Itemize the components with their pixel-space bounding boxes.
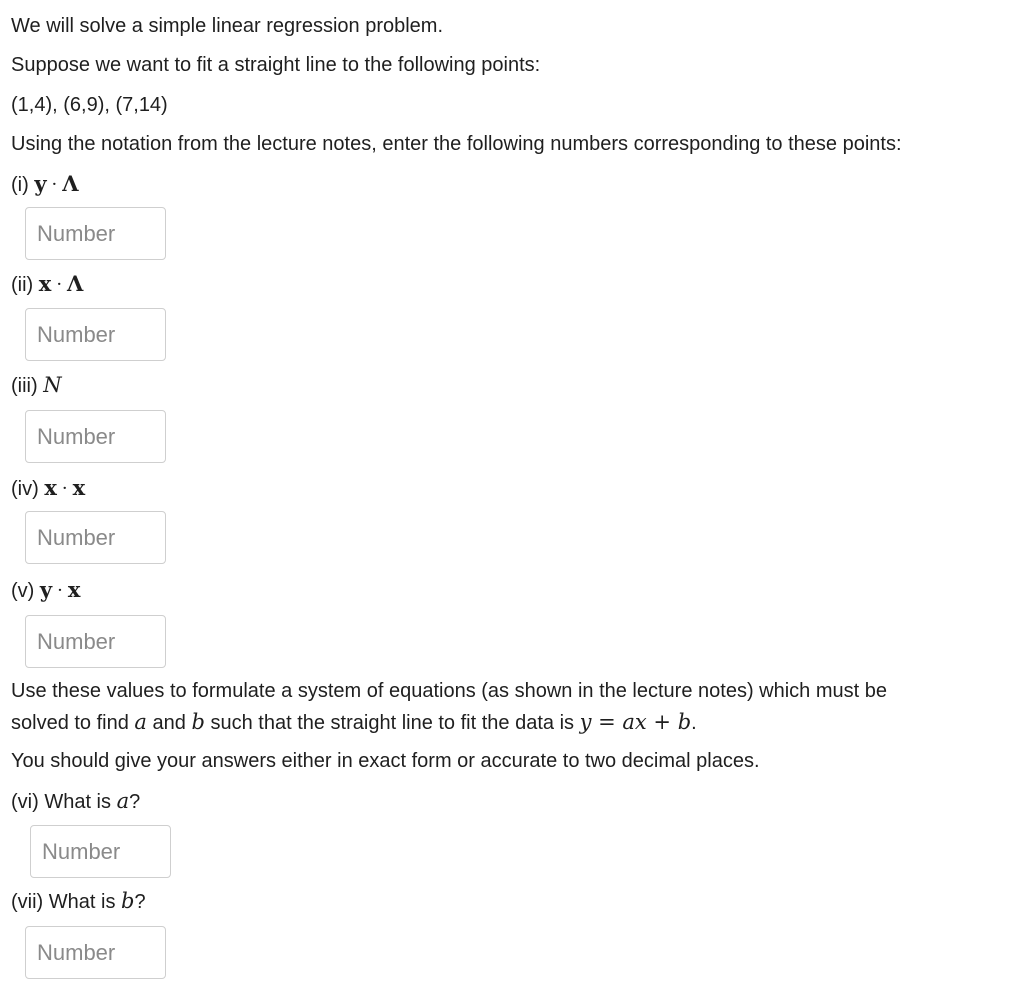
question-mark: ? (134, 891, 146, 913)
question-text: (vi) What is (11, 791, 111, 813)
answer-input-i[interactable] (25, 207, 166, 260)
answer-input-iv[interactable] (25, 511, 166, 564)
variable-a: a (134, 710, 147, 734)
answer-input-v[interactable] (25, 615, 166, 668)
vector-y: y (39, 577, 53, 602)
formulate-text-2b: such that the straight line to fit the data is (210, 712, 575, 734)
question-mark: ? (129, 791, 141, 813)
vector-x: x (38, 271, 52, 296)
formulate-period: . (691, 712, 697, 734)
question-vi-label (11, 789, 140, 814)
question-number: (i) (11, 174, 29, 196)
variable-n: N (43, 373, 62, 397)
intro-line-1: We will solve a simple linear regression problem. (11, 15, 444, 37)
question-ii-label (11, 272, 83, 298)
answer-input-ii[interactable] (25, 308, 166, 361)
dot-operator: · (56, 274, 63, 295)
formulate-paragraph (11, 676, 1001, 739)
dot-operator: · (61, 478, 68, 499)
question-number: (iv) (11, 478, 39, 500)
formulate-text-1: Use these values to formulate a system of equations (as shown in the lecture notes) which must be (11, 680, 887, 702)
question-text: (vii) What is (11, 891, 116, 913)
vector-lambda: Λ (62, 171, 79, 196)
question-iii-label (11, 373, 62, 398)
question-number: (iii) (11, 375, 38, 397)
vector-x: x (44, 475, 57, 500)
question-number: (v) (11, 580, 35, 602)
line-equation: y = ax + b (579, 710, 692, 734)
vector-lambda: Λ (67, 271, 84, 296)
dot-operator: · (51, 174, 58, 195)
answer-input-vii[interactable] (25, 926, 166, 979)
question-v-label (11, 578, 80, 604)
vector-x: x (67, 577, 81, 602)
points-list: (1,4), (6,9), (7,14) (11, 94, 168, 116)
variable-b: b (191, 710, 205, 734)
precision-note: You should give your answers either in exact form or accurate to two decimal places. (11, 750, 760, 772)
vector-y: y (34, 171, 47, 196)
question-iv-label (11, 476, 85, 502)
variable-a: a (116, 789, 130, 813)
answer-input-vi[interactable] (30, 825, 171, 878)
question-vii-label (11, 889, 146, 914)
question-i-label (11, 172, 79, 198)
dot-operator: · (57, 580, 63, 601)
variable-b: b (121, 889, 135, 913)
formulate-and: and (152, 712, 186, 734)
instruction-text: Using the notation from the lecture notes, enter the following numbers corresponding to these points: (11, 133, 902, 155)
vector-x: x (72, 475, 86, 500)
formulate-text-2a: solved to find (11, 712, 129, 734)
answer-input-iii[interactable] (25, 410, 166, 463)
intro-line-2: Suppose we want to fit a straight line to the following points: (11, 54, 541, 76)
question-number: (ii) (11, 274, 34, 296)
